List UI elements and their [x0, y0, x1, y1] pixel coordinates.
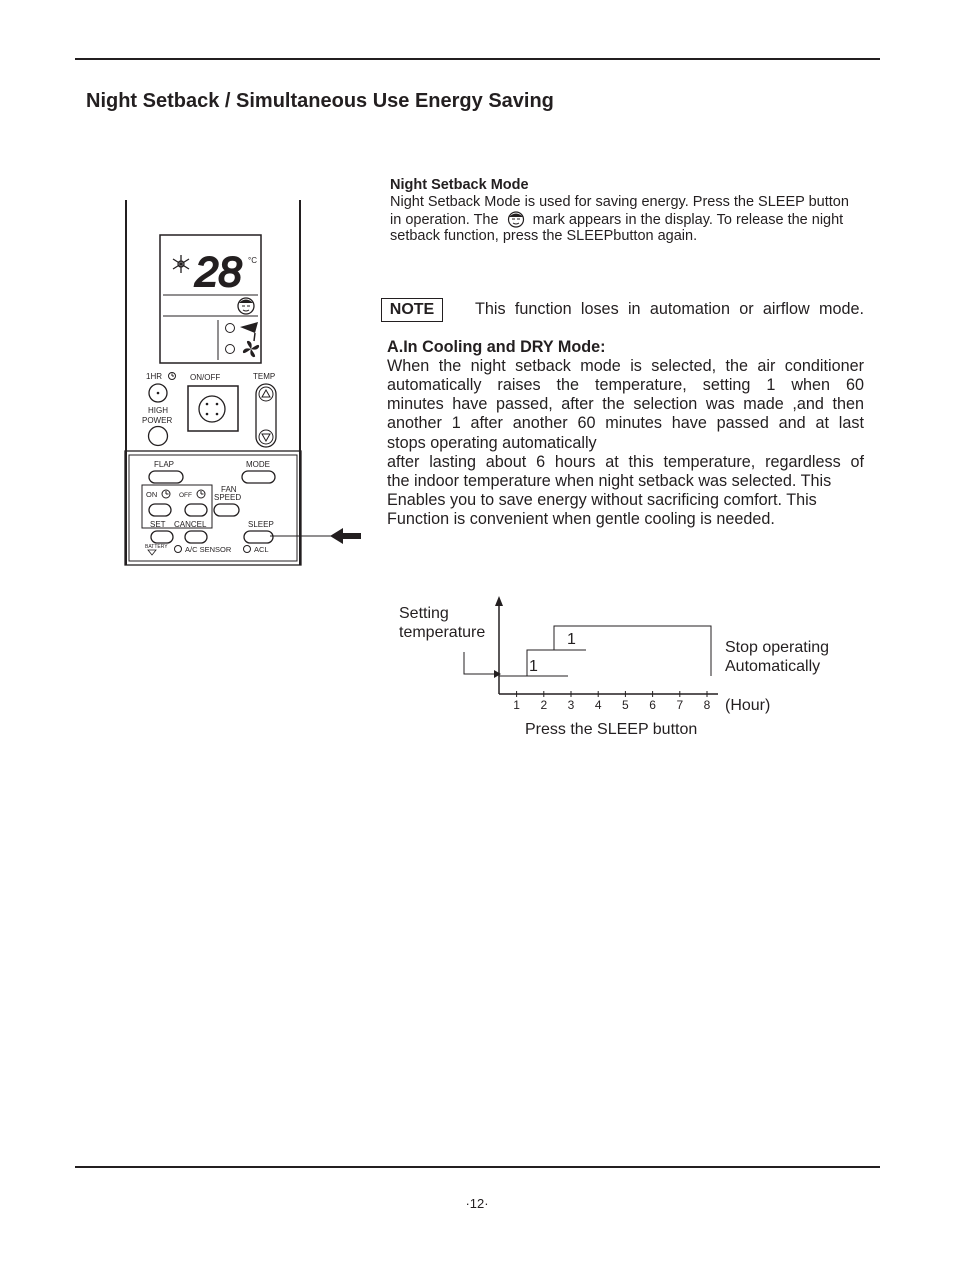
night-setback-line-2: [390, 211, 843, 229]
flap-icon: [240, 322, 258, 341]
label-cancel: CANCEL: [174, 520, 207, 529]
label-off: OFF: [179, 492, 192, 499]
x-tick-label: 5: [622, 698, 629, 712]
page-title: Night Setback / Simultaneous Use Energy Saving: [86, 90, 554, 112]
step-label-2: 1: [567, 631, 576, 648]
bottom-rule: [75, 1166, 880, 1168]
x-tick-label: 4: [594, 698, 602, 712]
top-rule: [75, 58, 880, 60]
cooling-line-5: stops operating automatically: [387, 434, 597, 452]
label-temp: TEMP: [253, 372, 276, 381]
label-1hr: 1HR: [146, 372, 163, 381]
label-flap: FLAP: [154, 460, 175, 469]
label-mode: MODE: [246, 460, 270, 469]
clock-icon: [169, 373, 176, 380]
night-setback-heading: Night Setback Mode: [390, 177, 529, 193]
label-sleep: SLEEP: [248, 520, 274, 529]
flap-button[interactable]: [149, 471, 183, 483]
label-fan: FAN: [221, 485, 237, 494]
cooling-line-6: after lasting about 6 hours at this temperature, regardless of: [387, 453, 864, 471]
ylabel-pointer-arrow: [464, 652, 494, 674]
night-setback-line-1: Night Setback Mode is used for saving energy. Press the SLEEP button: [390, 194, 849, 210]
snowflake-icon: [173, 255, 189, 273]
timer-on-button[interactable]: [149, 504, 171, 516]
sleep-face-icon: [238, 298, 254, 314]
label-set: SET: [150, 520, 166, 529]
label-power: POWER: [142, 416, 173, 425]
night-setback-line-3: setback function, press the SLEEPbutton again.: [390, 228, 698, 244]
page-number: ·12·: [465, 1196, 489, 1211]
label-ac-sensor: A/C SENSOR: [185, 545, 232, 554]
chart-ylabel-1: Setting: [399, 605, 449, 622]
x-tick-label: 3: [567, 698, 575, 712]
cooling-line-9: Function is convenient when gentle cooling is needed.: [387, 510, 775, 528]
chart-x-unit: (Hour): [725, 697, 771, 714]
x-tick-label: 6: [649, 698, 656, 712]
on-off-button[interactable]: [188, 386, 238, 431]
x-tick-label: 2: [540, 698, 548, 712]
display-digits: 28: [195, 248, 242, 295]
timer-off-button[interactable]: [185, 504, 207, 516]
label-battery: BATTERY: [145, 544, 168, 550]
cancel-button[interactable]: [185, 531, 207, 543]
chart-xlabel: Press the SLEEP button: [525, 721, 698, 738]
label-speed: SPEED: [214, 493, 242, 502]
chart-annotation-1: Stop operating: [725, 639, 830, 656]
cooling-line-4: another 1 after another 60 minutes have passed and at last: [387, 414, 864, 432]
night-setback-line-2b: mark appears in the display. To release the night: [532, 212, 844, 228]
step-label-1: 1: [529, 658, 538, 675]
x-tick-label: 1: [513, 698, 520, 712]
chart-ylabel-2: temperature: [399, 624, 486, 641]
cooling-line-2: automatically raises the temperature, setting 1 when 60: [387, 376, 864, 394]
x-tick-label: 8: [703, 698, 711, 712]
label-on-off: ON/OFF: [190, 373, 221, 382]
fan-speed-button[interactable]: [214, 504, 239, 516]
cooling-line-3: minutes have passed, after the selection was made ,and then: [387, 395, 864, 413]
mode-button[interactable]: [242, 471, 275, 483]
label-acl: ACL: [254, 545, 269, 554]
remote-controller: [115, 195, 375, 575]
fan-icon: [243, 341, 259, 357]
note-text: This function loses in automation or airflow mode.: [475, 300, 864, 318]
arrow-left-icon: [330, 528, 361, 544]
x-tick-label: 7: [676, 698, 684, 712]
chart-annotation-2: Automatically: [725, 658, 821, 675]
night-setback-line-2a: in operation. The: [390, 212, 499, 228]
note-label: NOTE: [381, 298, 443, 322]
label-on: ON: [146, 490, 158, 499]
display-unit: °C: [248, 256, 257, 265]
label-high: HIGH: [148, 406, 168, 415]
cooling-line-8: Enables you to save energy without sacrificing comfort. This: [387, 491, 817, 509]
high-power-button[interactable]: [149, 427, 168, 446]
cooling-line-7: the indoor temperature when night setback was selected. This: [387, 472, 832, 490]
sleep-button[interactable]: [244, 531, 273, 543]
set-button[interactable]: [151, 531, 173, 543]
sleep-mark-icon: [507, 211, 525, 228]
cooling-line-1: When the night setback mode is selected, the air conditioner: [387, 357, 864, 375]
cooling-heading: A.In Cooling and DRY Mode:: [387, 338, 606, 356]
sleep-temperature-chart: [390, 590, 830, 745]
